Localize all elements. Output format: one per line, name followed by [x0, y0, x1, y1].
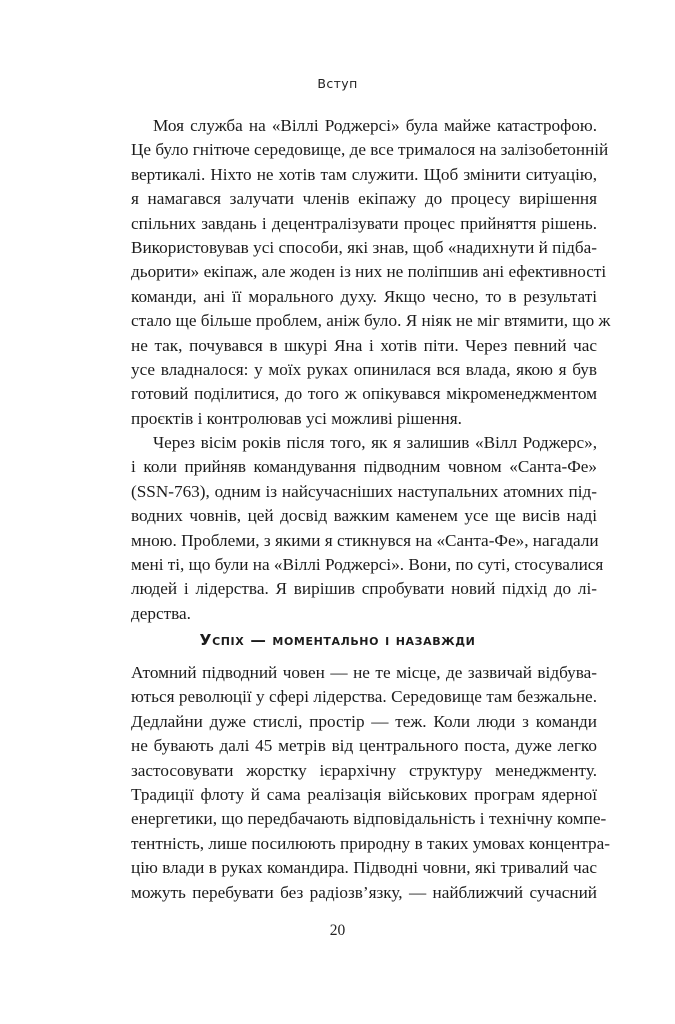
text-line: команди, ані її морального духу. Якщо чесно, то в результаті — [131, 286, 597, 306]
text-line: і коли прийняв командування підводним човном «Санта-Фе» — [131, 457, 597, 477]
section-heading: Успіх — моментально і назавжди — [199, 631, 476, 649]
text-line: водних човнів, цей досвід важким каменем усе ще висів наді — [131, 506, 597, 526]
text-line: Використовував усі способи, які знав, щоб «надихнути й підба- — [131, 237, 597, 257]
text-line: мені ті, що були на «Віллі Роджерсі». Вони, по суті, стосувалися — [131, 554, 604, 574]
text-line: тентність, лише посилюють природну в таких умовах концентра- — [131, 833, 610, 853]
text-line: мною. Проблеми, з якими я стикнувся на «Санта-Фе», нагадали — [131, 530, 599, 550]
text-line: вертикалі. Ніхто не хотів там служити. Щоб змінити ситуацію, — [131, 164, 597, 184]
paragraph-3 — [131, 661, 610, 905]
text-line: (SSN-763), одним із найсучасніших наступальних атомних під- — [131, 481, 597, 501]
page-number: 20 — [329, 922, 346, 939]
text-line: застосовувати жорстку ієрархічну структуру менеджменту. — [131, 760, 597, 780]
text-line: людей і лідерства. Я вирішив спробувати новий підхід до лі- — [131, 579, 597, 599]
text-line: не так, почувався в шкурі Яна і хотів піти. Через певний час — [131, 335, 597, 355]
text-line: готовий поділитися, до того ж опікувався мікроменеджментом — [131, 384, 597, 404]
text-line: Через вісім років після того, як я залишив «Вілл Роджерс», — [153, 433, 597, 452]
text-line: я намагався залучати членів екіпажу до процесу вирішення — [131, 189, 597, 209]
paragraph-1 — [131, 114, 611, 431]
text-line: спільних завдань і децентралізувати процес прийняття рішень. — [131, 213, 597, 233]
text-line: Традиції флоту й сама реалізація військових програм ядерної — [131, 784, 597, 804]
text-line: Моя служба на «Віллі Роджерсі» була майже катастрофою. — [153, 116, 597, 135]
text-line: дерства. — [131, 603, 191, 623]
text-line: усе владналося: у моїх руках опинилася вся влада, якою я був — [131, 359, 597, 379]
text-line: Дедлайни дуже стислі, простір — теж. Коли люди з команди — [131, 711, 597, 731]
text-line: ються революції у сфері лідерства. Середовище там безжальне. — [131, 687, 597, 707]
paragraph-2 — [131, 431, 604, 626]
text-line: стало ще більше проблем, аніж було. Я ніяк не міг втямити, що ж — [131, 311, 611, 331]
text-line: цію влади в руках командира. Підводні човни, які тривалий час — [131, 858, 597, 878]
text-line: енергетики, що передбачають відповідальність і технічну компе- — [131, 809, 607, 829]
text-line: дьорити» екіпаж, але жоден із них не поліпшив ані ефективності — [131, 262, 607, 282]
text-line: проєктів і контролював усі можливі рішення. — [131, 408, 462, 428]
text-line: не бувають далі 45 метрів від центрального поста, дуже легко — [131, 736, 597, 756]
text-line: Атомний підводний човен — не те місце, де зазвичай відбува- — [131, 663, 597, 682]
running-head: Вступ — [317, 76, 358, 91]
text-line: Це було гнітюче середовище, де все трималося на залізобетонній — [131, 140, 609, 160]
text-line: можуть перебувати без радіозв’язку, — найближчий сучасний — [131, 882, 597, 902]
